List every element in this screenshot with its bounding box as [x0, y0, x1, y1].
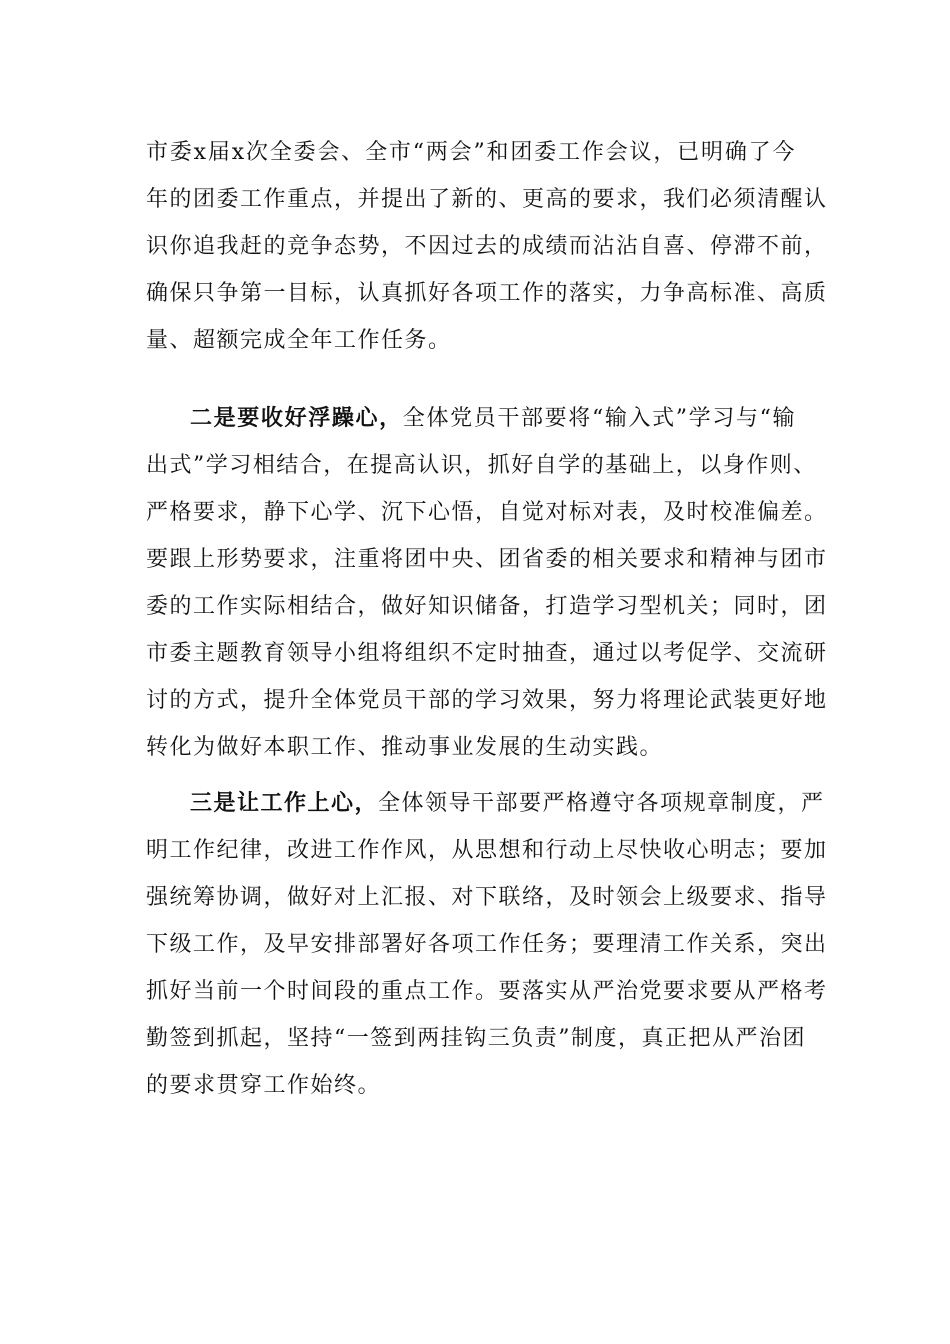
paragraph-3: [146, 780, 828, 1109]
paragraph-1: [146, 129, 828, 364]
text-line: 抓好当前一个时间段的重点工作。要落实从严治党要求要从严格考: [146, 979, 828, 1004]
text-line: 量、超额完成全年工作任务。: [146, 328, 452, 353]
text-run: 全体领导干部要严格遵守各项规章制度，严: [378, 791, 825, 816]
text-line: 讨的方式，提升全体党员干部的学习效果，努力将理论武装更好地: [146, 688, 828, 713]
text-line: 委的工作实际相结合，做好知识储备，打造学习型机关；同时，团: [146, 594, 828, 619]
paragraph-2: [146, 395, 828, 771]
text-line: 下级工作，及早安排部署好各项工作任务；要理清工作关系，突出: [146, 932, 828, 957]
text-line: 出式”学习相结合，在提高认识，抓好自学的基础上，以身作则、: [146, 453, 817, 478]
text-line: 市委x届x次全委会、全市“两会”和团委工作会议，已明确了今: [146, 140, 796, 165]
text-line: 转化为做好本职工作、推动事业发展的生动实践。: [146, 735, 664, 760]
text-line: 强统筹协调，做好对上汇报、对下联络，及时领会上级要求、指导: [146, 885, 828, 910]
text-line: 识你追我赶的竞争态势，不因过去的成绩而沾沾自喜、停滞不前，: [146, 234, 828, 259]
text-line: 年的团委工作重点，并提出了新的、更高的要求，我们必须清醒认: [146, 187, 828, 212]
text-line: 市委主题教育领导小组将组织不定时抽查，通过以考促学、交流研: [146, 641, 828, 666]
text-line: 严格要求，静下心学、沉下心悟，自觉对标对表，及时校准偏差。: [146, 500, 828, 525]
text-line: 勤签到抓起，坚持“一签到两挂钩三负责”制度，真正把从严治团: [146, 1026, 806, 1051]
paragraph-lead-heading: 二是要收好浮躁心，: [190, 405, 403, 431]
text-line: 确保只争第一目标，认真抓好各项工作的落实，力争高标准、高质: [146, 281, 828, 306]
text-line: 的要求贯穿工作始终。: [146, 1073, 382, 1098]
text-run: 全体党员干部要将“输入式”学习与“输: [402, 406, 796, 431]
paragraph-lead-heading: 三是让工作上心，: [190, 790, 379, 816]
text-line-first: [146, 780, 825, 827]
text-line: 明工作纪律，改进工作作风，从思想和行动上尽快收心明志；要加: [146, 838, 828, 863]
text-line: 要跟上形势要求，注重将团中央、团省委的相关要求和精神与团市: [146, 547, 828, 572]
text-line-first: [146, 395, 796, 442]
